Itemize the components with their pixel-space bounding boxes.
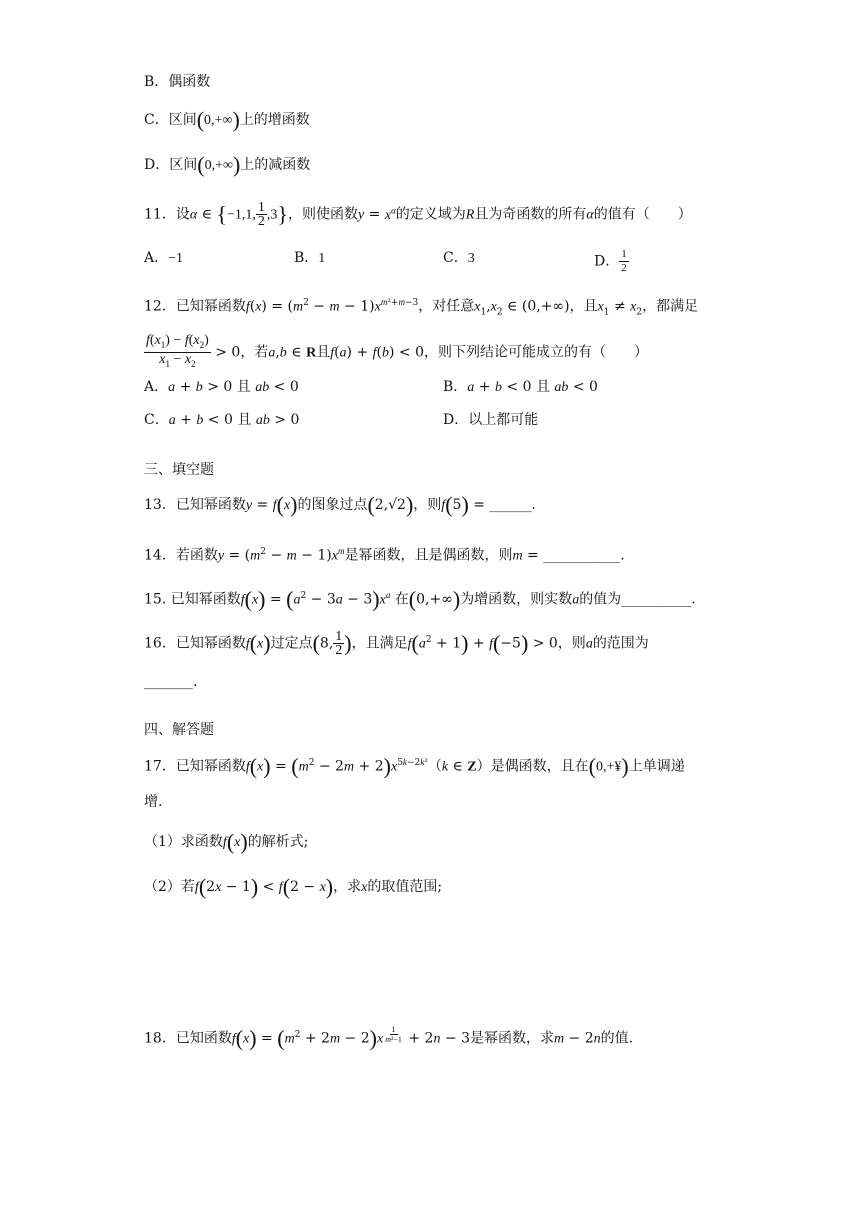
- section-heading-fill-in: 三、填空题: [144, 462, 214, 478]
- q11-option-a: A．−1: [144, 250, 184, 266]
- q12-option-b: B．a + b < 0 且 ab < 0: [443, 379, 598, 395]
- question-15: 15. 已知幂函数$f(x) = (a^2 - 3a - 3)x^a$ 在(0,+∞)为增函数，则实数a的值为__________.: [144, 586, 696, 612]
- section-heading-solve: 四、解答题: [144, 722, 214, 738]
- q10-option-d: D．区间(0,+∞)上的减函数: [144, 152, 311, 177]
- question-14: 14．若函数$y = (m^2 - m - 1)x^m$是幂函数，且是偶函数，则m = ___________.: [144, 546, 625, 564]
- q12-condition: $\frac{f(x_1) - f(x_2)}{x_1 - x_2}$ > 0，若a,b ∈ R且f(a) + f(b) < 0，则下列结论可能成立的有（ ）: [146, 333, 648, 369]
- question-12: 12．已知幂函数$f(x) = (m^2 - m - 1)x^{m^2+m-3}$，对任意$x_1,x_2$ ∈ (0,+∞)，且$x_1 \ne x_2$，都满足: [144, 297, 699, 318]
- q17-part-2: （2）若f(2x − 1) < f(2 − x)，求x的取值范围;: [144, 874, 443, 899]
- question-13: 13．已知幂函数y = f(x)的图象过点(2,√2)，则f(5) = ______.: [144, 492, 536, 517]
- q12-option-d: D．以上都可能: [443, 412, 539, 428]
- q12-option-a: A．a + b > 0 且 ab < 0: [144, 379, 299, 395]
- q11-option-c: C．3: [443, 250, 475, 266]
- q10-option-c: C．区间(0,+∞)上的增函数: [144, 107, 310, 132]
- q17-continuation: 增.: [144, 794, 163, 810]
- question-16: 16．已知幂函数f(x)过定点(8, $\frac{1}{2}$ )，且满足$f(a^2 + 1) + f(-5) > 0$，则a的范围为: [144, 629, 649, 659]
- q16-blank: _______.: [144, 674, 198, 690]
- question-17: 17．已知幂函数$f(x) = (m^2 - 2m + 2)x^{5k-2k^2}(k$ ∈ Z）是偶函数，且在(0,+¥)上单调递: [144, 753, 685, 779]
- q12-option-c: C．a + b < 0 且 ab > 0: [144, 412, 300, 428]
- question-18: 18．已知函数$f(x) = (m^2 + 2m - 2)x$ $^{\frac{1}{\text{m²−1}}}$ + 2n − 3是幂函数，求m − 2n的值.: [144, 1025, 634, 1051]
- q17-part-1: （1）求函数f(x)的解析式;: [144, 829, 309, 854]
- q11-option-d: D． $\frac{1}{2}$: [594, 248, 627, 274]
- q10-option-b: B．偶函数: [144, 74, 211, 90]
- q11-option-b: B．1: [294, 250, 326, 266]
- question-11: 11．设α ∈ {−1,1, $\frac{1}{2}$ ,3}，则使函数$y = x^\alpha$的定义域为R且为奇函数的所有α的值有（ ）: [144, 200, 692, 230]
